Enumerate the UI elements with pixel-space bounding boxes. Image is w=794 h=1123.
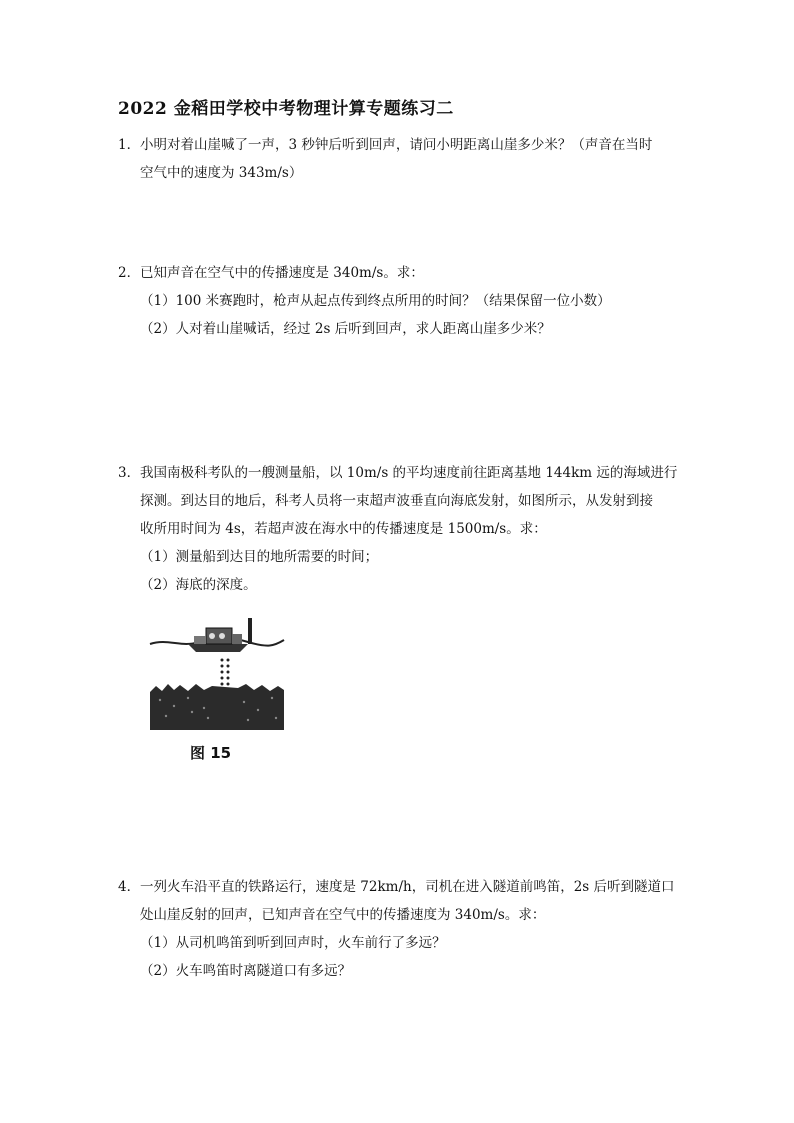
question-4-part-2: （2）火车鸣笛时离隧道口有多远？: [140, 963, 352, 979]
figure-caption: 图 15: [190, 744, 232, 762]
question-1-line-2: 空气中的速度为 343m/s）: [140, 165, 303, 181]
question-3-line-2: 探测。到达目的地后，科考人员将一束超声波垂直向海底发射，如图所示，从发射到接: [140, 493, 653, 509]
question-3-part-1: （1）测量船到达目的地所需要的时间；: [140, 549, 379, 565]
question-2-text: 已知声音在空气中的传播速度是 340m/s。求：: [140, 265, 424, 281]
question-4-line-2: 处山崖反射的回声，已知声音在空气中的传播速度为 340m/s。求：: [140, 907, 546, 923]
question-number: 3．: [118, 465, 141, 481]
question-1: [118, 131, 688, 187]
question-3: [118, 459, 688, 599]
question-3-text: 我国南极科考队的一艘测量船，以 10m/s 的平均速度前往距离基地 144km 远的海域进行: [140, 465, 678, 481]
question-4-part-1: （1）从司机鸣笛到听到回声时，火车前行了多远？: [140, 935, 446, 951]
question-3-part-2: （2）海底的深度。: [140, 577, 257, 593]
question-4-line-1: [118, 873, 688, 901]
question-number: 1．: [118, 137, 141, 153]
question-number: 4．: [118, 879, 141, 895]
page-title: 2022 金稻田学校中考物理计算专题练习二: [118, 99, 454, 119]
question-2: [118, 259, 688, 343]
question-number: 2．: [118, 265, 141, 281]
question-1-text: 小明对着山崖喊了一声，3 秒钟后听到回声，请问小明距离山崖多少米？（声音在当时: [140, 137, 653, 153]
question-1-line-1: [118, 131, 688, 159]
question-3-line-3: 收所用时间为 4s，若超声波在海水中的传播速度是 1500m/s。求：: [140, 521, 547, 537]
question-2-part-2: （2）人对着山崖喊话，经过 2s 后听到回声，求人距离山崖多少米？: [140, 321, 551, 337]
question-4: [118, 873, 688, 985]
question-4-text: 一列火车沿平直的铁路运行，速度是 72km/h，司机在进入隧道前鸣笛，2s 后听到隧道口: [140, 879, 675, 895]
question-3-line-1: [118, 459, 688, 487]
question-2-part-1: （1）100 米赛跑时，枪声从起点传到终点所用的时间？（结果保留一位小数）: [140, 293, 611, 309]
question-2-stem: [118, 259, 688, 287]
